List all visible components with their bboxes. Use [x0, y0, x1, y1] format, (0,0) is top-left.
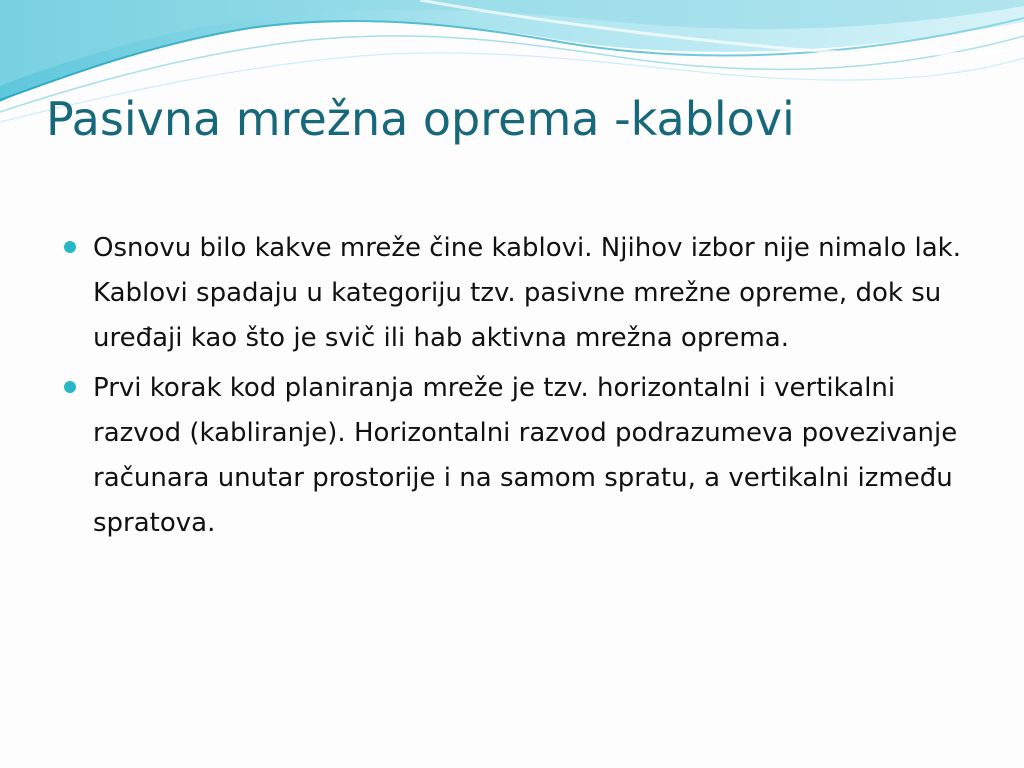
bullet-item [64, 226, 964, 361]
bullet-dot-icon [64, 381, 76, 393]
bullet-list [64, 226, 964, 551]
bullet-dot-icon [64, 241, 76, 253]
bullet-text: Osnovu bilo kakve mreže čine kablovi. Njihov izbor nije nimalo lak. Kablovi spadaju u kategoriju tzv. pasivne mrežne opreme, dok su uređaji kao što je svič ili hab aktivna mrežna oprema. [93, 233, 961, 353]
bullet-item [64, 366, 964, 546]
bullet-text: Prvi korak kod planiranja mreže je tzv. horizontalni i vertikalni razvod (kabliranje). Horizontalni razvod podrazumeva povezivanje računara unutar prostorije i na samom spratu, a vertikalni između spratova. [93, 373, 958, 538]
slide-title: Pasivna mrežna oprema -kablovi [46, 92, 795, 146]
